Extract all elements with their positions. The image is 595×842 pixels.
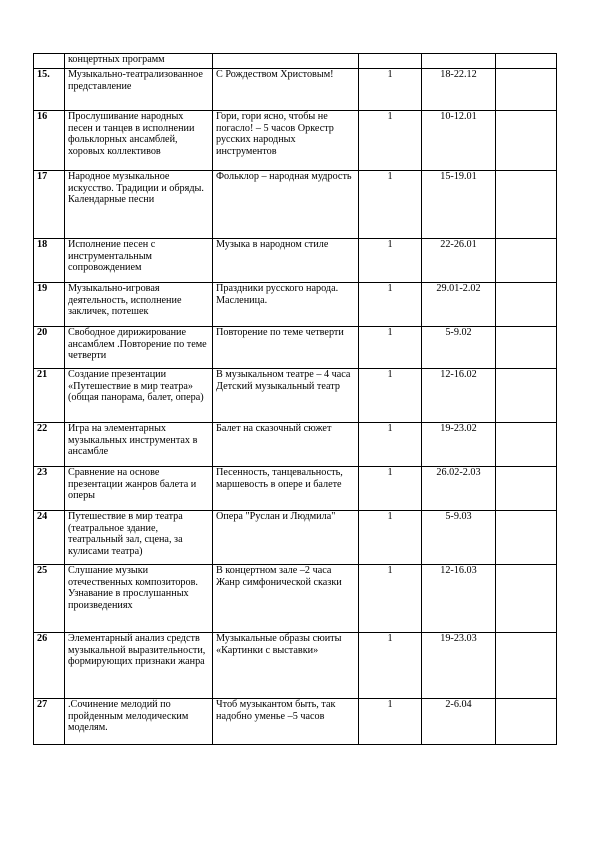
hours-cell: 1 bbox=[359, 171, 422, 239]
activity-cell: .Сочинение мелодий по пройденным мелодическим моделям. bbox=[65, 699, 213, 745]
table-row bbox=[34, 327, 557, 369]
hours-cell: 1 bbox=[359, 423, 422, 467]
hours-cell: 1 bbox=[359, 69, 422, 111]
date-cell: 22-26.01 bbox=[422, 239, 496, 283]
notes-cell bbox=[496, 511, 557, 565]
lesson-number-cell: 17 bbox=[34, 171, 65, 239]
activity-cell: Создание презентации «Путешествие в мир театра» (общая панорама, балет, опера) bbox=[65, 369, 213, 423]
activity-cell: Сравнение на основе презентации жанров балета и оперы bbox=[65, 467, 213, 511]
lesson-number-cell: 21 bbox=[34, 369, 65, 423]
notes-cell bbox=[496, 369, 557, 423]
hours-cell: 1 bbox=[359, 467, 422, 511]
notes-cell bbox=[496, 54, 557, 69]
activity-cell: Исполнение песен с инструментальным сопровождением bbox=[65, 239, 213, 283]
lesson-number-cell: 15. bbox=[34, 69, 65, 111]
topic-cell: В концертном зале –2 часа Жанр симфонической сказки bbox=[213, 565, 359, 633]
table-row bbox=[34, 565, 557, 633]
hours-cell bbox=[359, 54, 422, 69]
topic-cell: Повторение по теме четверти bbox=[213, 327, 359, 369]
lesson-number-cell: 16 bbox=[34, 111, 65, 171]
date-cell: 2-6.04 bbox=[422, 699, 496, 745]
topic-cell: Песенность, танцевальность, маршевость в опере и балете bbox=[213, 467, 359, 511]
activity-cell: Музыкально-театрализованное представление bbox=[65, 69, 213, 111]
hours-cell: 1 bbox=[359, 111, 422, 171]
hours-cell: 1 bbox=[359, 327, 422, 369]
topic-cell: С Рождеством Христовым! bbox=[213, 69, 359, 111]
lesson-number-cell bbox=[34, 54, 65, 69]
date-cell: 29.01-2.02 bbox=[422, 283, 496, 327]
hours-cell: 1 bbox=[359, 239, 422, 283]
notes-cell bbox=[496, 111, 557, 171]
topic-cell: Праздники русского народа. Масленица. bbox=[213, 283, 359, 327]
lesson-number-cell: 25 bbox=[34, 565, 65, 633]
activity-cell: Слушание музыки отечественных композиторов. Узнавание в прослушанных произведениях bbox=[65, 565, 213, 633]
date-cell: 18-22.12 bbox=[422, 69, 496, 111]
date-cell: 26.02-2.03 bbox=[422, 467, 496, 511]
activity-cell: Музыкально-игровая деятельность, исполнение закличек, потешек bbox=[65, 283, 213, 327]
lesson-number-cell: 22 bbox=[34, 423, 65, 467]
topic-cell: Чтоб музыкантом быть, так надобно уменье –5 часов bbox=[213, 699, 359, 745]
lesson-number-cell: 20 bbox=[34, 327, 65, 369]
notes-cell bbox=[496, 239, 557, 283]
activity-cell: Свободное дирижирование ансамблем .Повторение по теме четверти bbox=[65, 327, 213, 369]
date-cell: 12-16.03 bbox=[422, 565, 496, 633]
table-row bbox=[34, 699, 557, 745]
activity-cell: Путешествие в мир театра (театральное здание, театральный зал, сцена, за кулисами театра) bbox=[65, 511, 213, 565]
topic-cell: Опера "Руслан и Людмила" bbox=[213, 511, 359, 565]
date-cell bbox=[422, 54, 496, 69]
activity-cell: Игра на элементарных музыкальных инструментах в ансамбле bbox=[65, 423, 213, 467]
topic-cell: Гори, гори ясно, чтобы не погасло! – 5 часов Оркестр русских народных инструментов bbox=[213, 111, 359, 171]
activity-cell: Народное музыкальное искусство. Традиции и обряды. Календарные песни bbox=[65, 171, 213, 239]
activity-cell: Элементарный анализ средств музыкальной выразительности, формирующих признаки жанра bbox=[65, 633, 213, 699]
topic-cell: Балет на сказочный сюжет bbox=[213, 423, 359, 467]
table-row bbox=[34, 239, 557, 283]
notes-cell bbox=[496, 467, 557, 511]
activity-cell: концертных программ bbox=[65, 54, 213, 69]
date-cell: 10-12.01 bbox=[422, 111, 496, 171]
notes-cell bbox=[496, 327, 557, 369]
table-row bbox=[34, 511, 557, 565]
table-row bbox=[34, 283, 557, 327]
table-row bbox=[34, 111, 557, 171]
hours-cell: 1 bbox=[359, 633, 422, 699]
topic-cell: В музыкальном театре – 4 часа Детский музыкальный театр bbox=[213, 369, 359, 423]
table-row bbox=[34, 467, 557, 511]
lesson-number-cell: 27 bbox=[34, 699, 65, 745]
hours-cell: 1 bbox=[359, 511, 422, 565]
notes-cell bbox=[496, 699, 557, 745]
table-row bbox=[34, 171, 557, 239]
hours-cell: 1 bbox=[359, 565, 422, 633]
hours-cell: 1 bbox=[359, 369, 422, 423]
lesson-number-cell: 19 bbox=[34, 283, 65, 327]
notes-cell bbox=[496, 565, 557, 633]
date-cell: 5-9.02 bbox=[422, 327, 496, 369]
lesson-plan-table bbox=[33, 53, 557, 745]
date-cell: 19-23.02 bbox=[422, 423, 496, 467]
notes-cell bbox=[496, 171, 557, 239]
notes-cell bbox=[496, 633, 557, 699]
topic-cell: Фольклор – народная мудрость bbox=[213, 171, 359, 239]
hours-cell: 1 bbox=[359, 699, 422, 745]
lesson-number-cell: 24 bbox=[34, 511, 65, 565]
table-row bbox=[34, 423, 557, 467]
lesson-number-cell: 26 bbox=[34, 633, 65, 699]
table-row bbox=[34, 69, 557, 111]
date-cell: 12-16.02 bbox=[422, 369, 496, 423]
table-row bbox=[34, 54, 557, 69]
date-cell: 15-19.01 bbox=[422, 171, 496, 239]
lesson-number-cell: 23 bbox=[34, 467, 65, 511]
table-row bbox=[34, 633, 557, 699]
lesson-plan-body bbox=[34, 54, 557, 745]
notes-cell bbox=[496, 423, 557, 467]
topic-cell bbox=[213, 54, 359, 69]
date-cell: 5-9.03 bbox=[422, 511, 496, 565]
date-cell: 19-23.03 bbox=[422, 633, 496, 699]
hours-cell: 1 bbox=[359, 283, 422, 327]
activity-cell: Прослушивание народных песен и танцев в исполнении фольклорных ансамблей, хоровых коллективов bbox=[65, 111, 213, 171]
notes-cell bbox=[496, 283, 557, 327]
topic-cell: Музыка в народном стиле bbox=[213, 239, 359, 283]
lesson-number-cell: 18 bbox=[34, 239, 65, 283]
table-row bbox=[34, 369, 557, 423]
topic-cell: Музыкальные образы сюиты «Картинки с выставки» bbox=[213, 633, 359, 699]
notes-cell bbox=[496, 69, 557, 111]
